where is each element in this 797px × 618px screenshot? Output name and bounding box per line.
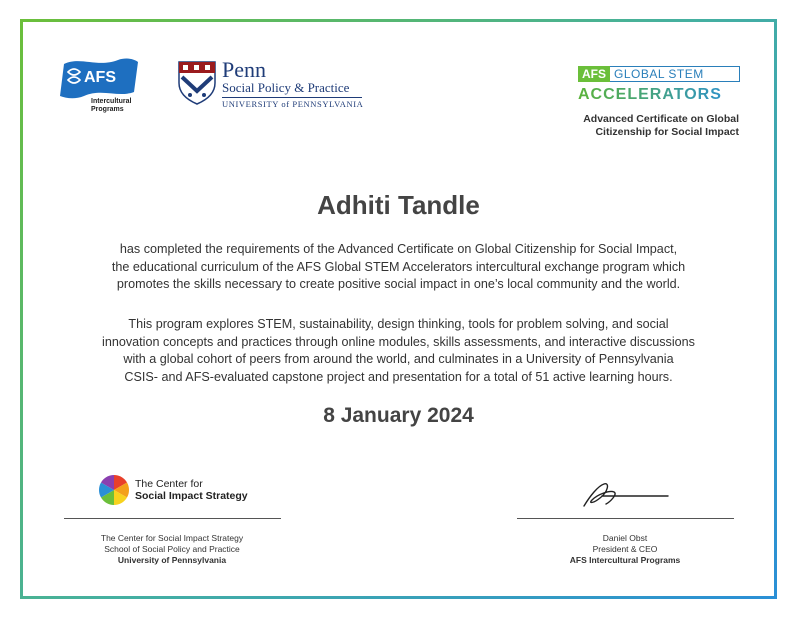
penn-shield-icon <box>178 61 216 105</box>
certificate-title <box>583 113 739 139</box>
para1-line: promotes the skills necessary to create positive social impact in one’s local community and the world. <box>116 277 681 291</box>
afs-sub-line2: Programs <box>91 106 124 113</box>
signature-line-right <box>517 518 734 519</box>
issue-date: 8 January 2024 <box>323 404 474 427</box>
afs-logo <box>58 56 148 116</box>
para1-line: the educational curriculum of the AFS Global STEM Accelerators intercultural exchange program which <box>111 259 686 274</box>
csis-logo-text <box>135 478 248 502</box>
gsa-afs-label: AFS <box>578 66 610 82</box>
para2-line: CSIS- and AFS-evaluated capstone project and presentation for a total of 51 active learning hours. <box>124 369 673 384</box>
para2-line: innovation concepts and practices through online modules, skills assessments, and interactive discussions <box>102 334 695 349</box>
signatory-right-name: Daniel Obst <box>602 533 648 543</box>
gsa-top-row <box>578 66 740 82</box>
certificate-title-line1: Advanced Certificate on Global <box>583 113 739 125</box>
signatory-left <box>52 533 292 566</box>
csis-logo <box>98 474 258 508</box>
csis-line1: The Center for <box>135 478 203 490</box>
certificate-title-line2: Citizenship for Social Impact <box>595 126 739 138</box>
signature-line-left <box>64 518 281 519</box>
penn-subtitle: Social Policy & Practice <box>222 80 350 95</box>
para1-line: has completed the requirements of the Advanced Certificate on Global Citizenship for Social Impact, <box>119 242 678 256</box>
csis-line2: Social Impact Strategy <box>135 490 248 502</box>
program-description-paragraph <box>60 316 737 386</box>
afs-logo-subtitle <box>91 98 131 114</box>
csis-color-wheel-icon <box>98 474 130 506</box>
signatory-left-line1: The Center for Social Impact Strategy <box>100 533 244 543</box>
afs-logo-text: AFS <box>84 69 116 86</box>
gsa-accelerators-label: ACCELERATORS <box>578 86 740 104</box>
penn-university: UNIVERSITY of PENNSYLVANIA <box>222 99 364 109</box>
recipient-name: Adhiti Tandle <box>317 190 480 220</box>
gsa-global-stem-label: GLOBAL STEM <box>610 66 740 82</box>
signatory-right-org: AFS Intercultural Programs <box>569 555 681 565</box>
penn-divider <box>222 97 362 98</box>
signatory-left-line3: University of Pennsylvania <box>117 555 227 565</box>
completion-paragraph <box>60 241 737 294</box>
afs-sub-line1: Intercultural <box>91 98 132 105</box>
signatory-left-line2: School of Social Policy and Practice <box>104 544 240 554</box>
penn-title: Penn <box>222 57 266 82</box>
signatory-right <box>505 533 745 566</box>
signatory-right-role: President & CEO <box>592 544 658 554</box>
afs-flag-icon <box>58 56 140 102</box>
penn-logo <box>178 57 368 111</box>
global-stem-accelerators-logo <box>578 66 740 104</box>
para2-line: with a global cohort of peers from around the world, and culminates in a University of Pennsylvania <box>123 352 674 366</box>
para2-line: This program explores STEM, sustainability, design thinking, tools for problem solving, and social <box>128 317 669 331</box>
signature-icon <box>580 478 672 512</box>
